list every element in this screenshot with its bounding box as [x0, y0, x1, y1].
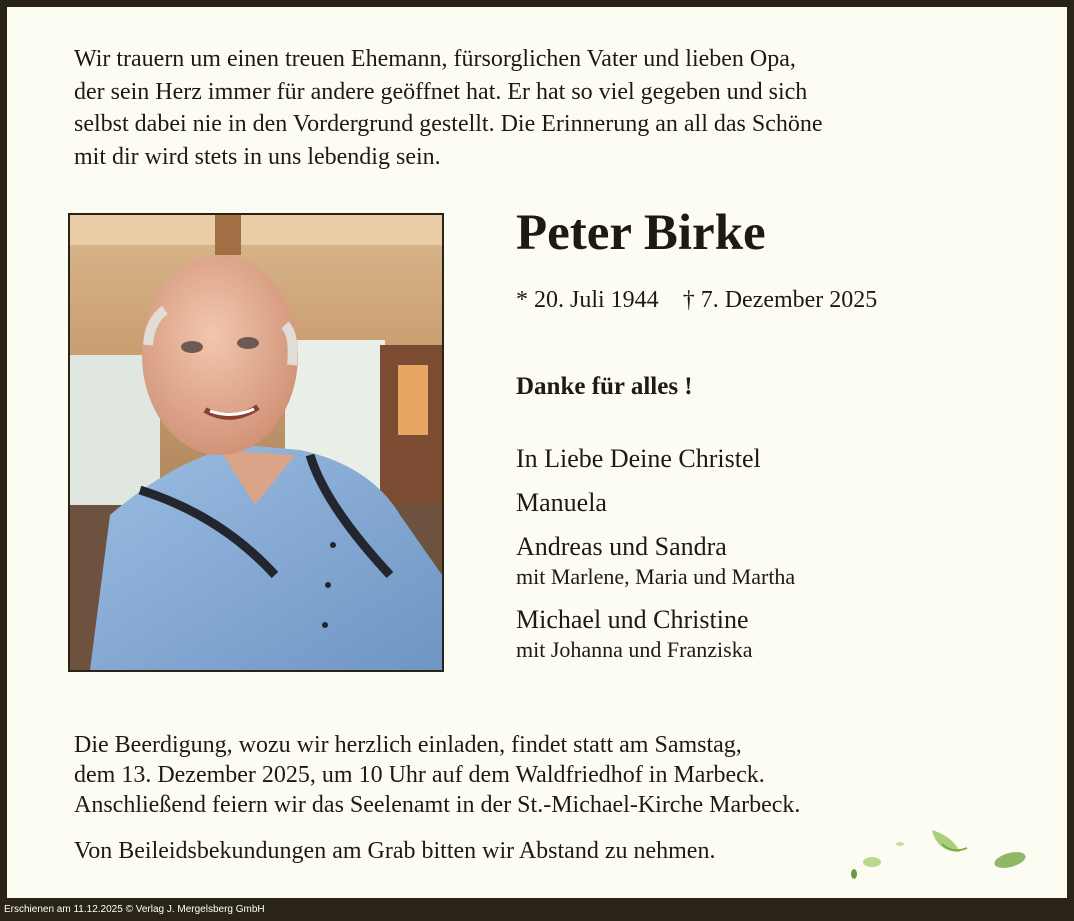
- mourner-name: In Liebe Deine Christel: [516, 444, 761, 473]
- thanks-line: Danke für alles !: [516, 373, 693, 400]
- deceased-name: Peter Birke: [516, 205, 766, 261]
- publication-footer: Erschienen am 11.12.2025 © Verlag J. Mergelsberg GmbH: [4, 904, 265, 915]
- mourners-list: [516, 443, 795, 677]
- funeral-line: dem 13. Dezember 2025, um 10 Uhr auf dem Waldfriedhof in Marbeck.: [74, 762, 765, 788]
- portrait-photo: [68, 213, 444, 672]
- mourner-children: mit Johanna und Franziska: [516, 637, 753, 662]
- mourner-name: Andreas und Sandra: [516, 532, 727, 561]
- mourner-name: Michael und Christine: [516, 605, 749, 634]
- mourner-entry: [516, 604, 795, 664]
- mourner-entry: [516, 487, 795, 518]
- leaves-decoration: [842, 822, 1042, 891]
- life-dates: [516, 285, 877, 315]
- death-date: † 7. Dezember 2025: [682, 287, 878, 313]
- birth-date: * 20. Juli 1944: [516, 287, 659, 313]
- mourner-entry: [516, 531, 795, 591]
- intro-line: Wir trauern um einen treuen Ehemann, fürsorglichen Vater und lieben Opa,: [74, 46, 796, 72]
- mourner-children: mit Marlene, Maria und Martha: [516, 564, 796, 589]
- condolence-note: Von Beileidsbekundungen am Grab bitten wir Abstand zu nehmen.: [74, 838, 716, 864]
- intro-line: mit dir wird stets in uns lebendig sein.: [74, 143, 441, 170]
- funeral-line: Die Beerdigung, wozu wir herzlich einladen, findet statt am Samstag,: [74, 732, 742, 758]
- intro-line: der sein Herz immer für andere geöffnet hat. Er hat so viel gegeben und sich: [74, 78, 808, 105]
- funeral-info: [74, 730, 954, 820]
- mourner-name: Manuela: [516, 488, 607, 517]
- obituary-card: [7, 7, 1067, 898]
- mourner-entry: [516, 443, 795, 474]
- funeral-line: Anschließend feiern wir das Seelenamt in der St.-Michael-Kirche Marbeck.: [74, 792, 801, 818]
- intro-text: [74, 43, 954, 173]
- intro-line: selbst dabei nie in den Vordergrund gestellt. Die Erinnerung an all das Schöne: [74, 111, 823, 137]
